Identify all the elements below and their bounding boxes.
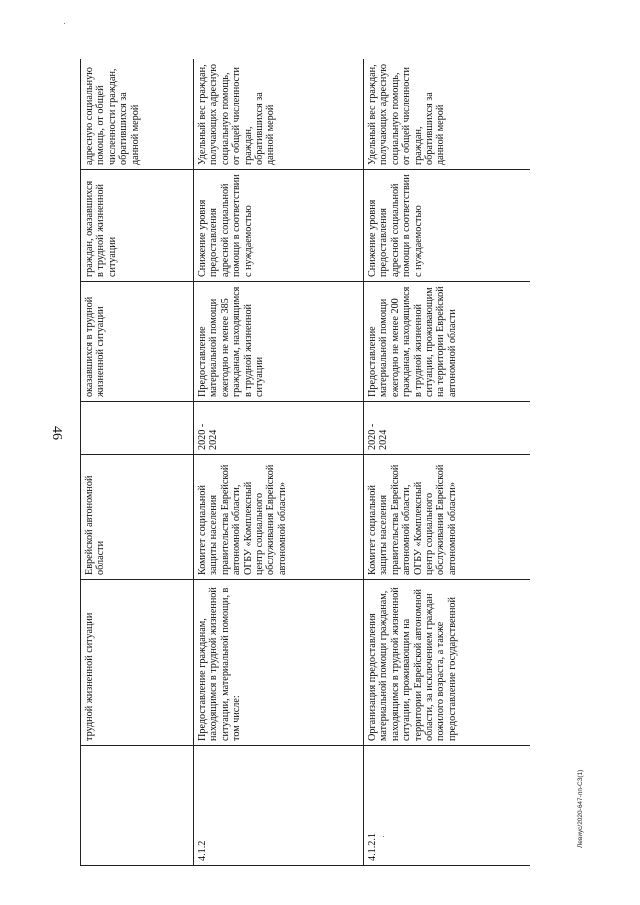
period-cell: 2020 - 2024 (194, 402, 364, 455)
document-footer-code: Левиус/2020-647-пп-С3(1) (577, 769, 584, 848)
table-row (364, 59, 531, 866)
table-row (81, 59, 194, 866)
indicator-link-cell: Удельный вес граждан, получающих адресную социальную помощь, от общей численности граждан, обратившихся за данной мерой (194, 59, 364, 170)
executor-cell: Еврейской автономной области (81, 455, 194, 580)
risk-cell: граждан, оказавшихся в трудной жизненной ситуации (81, 170, 194, 282)
program-measures-table (80, 59, 530, 866)
period-cell: 2020 - 2024 (364, 402, 531, 455)
result-cell: Предоставление материальной помощи ежегодно не менее 385 гражданам, находящимся в трудной жизненной ситуации (194, 282, 364, 402)
table-row (194, 59, 364, 866)
executor-cell: Комитет социальной защиты населения правительства Еврейской автономной области, ОГБУ «Комплексный центр социального обслуживания Еврейской автономной области» (194, 455, 364, 580)
row-number-cell (81, 746, 194, 866)
program-table-frame (80, 59, 530, 866)
risk-cell: Снижение уровня предоставления адресной социальной помощи в соответствии с нуждаемостью (194, 170, 364, 282)
result-cell: Предоставление материальной помощи ежегодно не менее 200 гражданам, находящимся в трудной жизненной ситуации, проживающим на территории Еврейской автономной области (364, 282, 531, 402)
measure-cell: трудной жизненной ситуации (81, 580, 194, 746)
rotated-table-container (80, 59, 530, 866)
indicator-link-cell: Удельный вес граждан, получающих адресную социальную помощь, от общей численности граждан, обратившихся за данной мерой (364, 59, 531, 170)
risk-cell: Снижение уровня предоставления адресной социальной помощи в соответствии с нуждаемостью (364, 170, 531, 282)
row-number-cell: 4.1.2 (194, 746, 364, 866)
row-number-cell: 4.1.2.1 (364, 746, 531, 866)
period-cell (81, 402, 194, 455)
result-cell: оказавшихся в трудной жизненной ситуации (81, 282, 194, 402)
executor-cell: Комитет социальной защиты населения правительства Еврейской автономной области, ОГБУ «Комплексный центр социального обслуживания Еврейской автономной области» (364, 455, 531, 580)
scan-speck (64, 23, 65, 24)
indicator-link-cell: адресную социальную помощь, от общей численности граждан, обратившихся за данной мерой (81, 59, 194, 170)
measure-cell: Предоставление гражданам, находящимся в трудной жизненной ситуации, материальной помощи, в том числе: (194, 580, 364, 746)
page-number: 46 (49, 426, 64, 440)
measure-cell: Организация предоставления материальной помощи гражданам, находящимся в трудной жизненной ситуации, проживающим на территории Еврейской автономной области, за исключением граждан пожилого возраста, а также предоставление государственной (364, 580, 531, 746)
